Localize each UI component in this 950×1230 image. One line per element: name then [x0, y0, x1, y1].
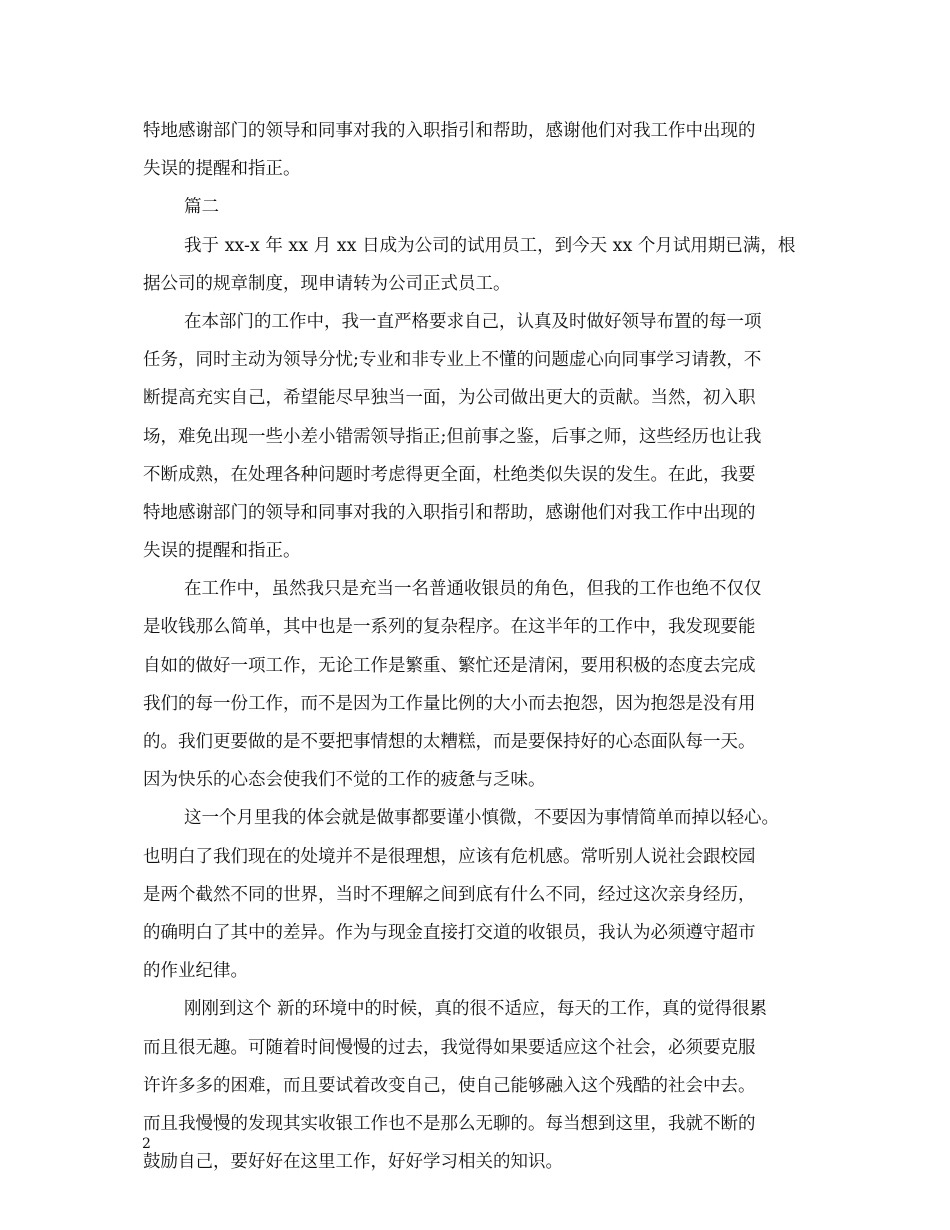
text-line-15: 自如的做好一项工作，无论工作是繁重、繁忙还是清闲，要用积极的态度去完成 — [143, 655, 756, 676]
text-line-6: 在本部门的工作中，我一直严格要求自己，认真及时做好领导布置的每一项 — [184, 311, 762, 332]
text-line-22: 的确明白了其中的差异。作为与现金直接打交道的收银员，我认为必须遵守超市 — [143, 922, 756, 943]
text-line-19: 这一个月里我的体会就是做事都要谨小慎微，不要因为事情简单而掉以轻心。 — [184, 808, 779, 829]
text-line-4: 我于 xx-x 年 xx 月 xx 日成为公司的试用员工，到今天 xx 个月试用期已满，根 — [184, 235, 796, 256]
text-line-13: 在工作中，虽然我只是充当一名普通收银员的角色，但我的工作也绝不仅仅 — [184, 579, 762, 600]
text-line-14: 是收钱那么简单，其中也是一系列的复杂程序。在这半年的工作中，我发现要能 — [143, 617, 756, 638]
text-line-25: 而且很无趣。可随着时间慢慢的过去，我觉得如果要适应这个社会，必须要克服 — [143, 1037, 756, 1058]
section-heading: 篇二 — [184, 197, 219, 218]
text-line-28: 鼓励自己，要好好在这里工作，好好学习相关的知识。 — [143, 1152, 563, 1173]
text-line-9: 场，难免出现一些小差小错需领导指正;但前事之鉴，后事之师，这些经历也让我 — [143, 426, 762, 447]
text-line-27: 而且我慢慢的发现其实收银工作也不是那么无聊的。每当想到这里，我就不断的 — [143, 1113, 756, 1134]
text-line-21: 是两个截然不同的世界，当时不理解之间到底有什么不同，经过这次亲身经历， — [143, 884, 756, 905]
text-line-7: 任务，同时主动为领导分忧;专业和非专业上不懂的问题虚心向同事学习请教，不 — [143, 350, 762, 371]
text-line-23: 的作业纪律。 — [143, 961, 248, 982]
text-line-16: 我们的每一份工作，而不是因为工作量比例的大小而去抱怨，因为抱怨是没有用 — [143, 693, 756, 714]
text-line-18: 因为快乐的心态会使我们不觉的工作的疲惫与乏味。 — [143, 770, 546, 791]
text-line-17: 的。我们更要做的是不要把事情想的太糟糕，而是要保持好的心态面队每一天。 — [143, 732, 756, 752]
text-line-1: 特地感谢部门的领导和同事对我的入职指引和帮助，感谢他们对我工作中出现的 — [143, 121, 756, 141]
text-line-24: 刚刚到这个 新的环境中的时候，真的很不适应，每天的工作，真的觉得很累 — [184, 999, 768, 1020]
text-line-8: 断提高充实自己，希望能尽早独当一面，为公司做出更大的贡献。当然，初入职 — [143, 388, 756, 409]
text-line-2: 失误的提醒和指正。 — [143, 159, 301, 180]
text-line-12: 失误的提醒和指正。 — [143, 541, 301, 562]
text-line-10: 不断成熟，在处理各种问题时考虑得更全面，杜绝类似失误的发生。在此，我要 — [143, 464, 756, 485]
text-line-26: 许许多多的困难，而且要试着改变自己，使自己能够融入这个残酷的社会中去。 — [143, 1075, 756, 1096]
document-body — [143, 112, 823, 1181]
text-line-5: 据公司的规章制度，现申请转为公司正式员工。 — [143, 273, 511, 294]
page-number: 2 — [142, 1136, 151, 1152]
text-line-11: 特地感谢部门的领导和同事对我的入职指引和帮助，感谢他们对我工作中出现的 — [143, 502, 756, 523]
text-line-20: 也明白了我们现在的处境并不是很理想，应该有危机感。常听别人说社会跟校园 — [143, 846, 756, 867]
